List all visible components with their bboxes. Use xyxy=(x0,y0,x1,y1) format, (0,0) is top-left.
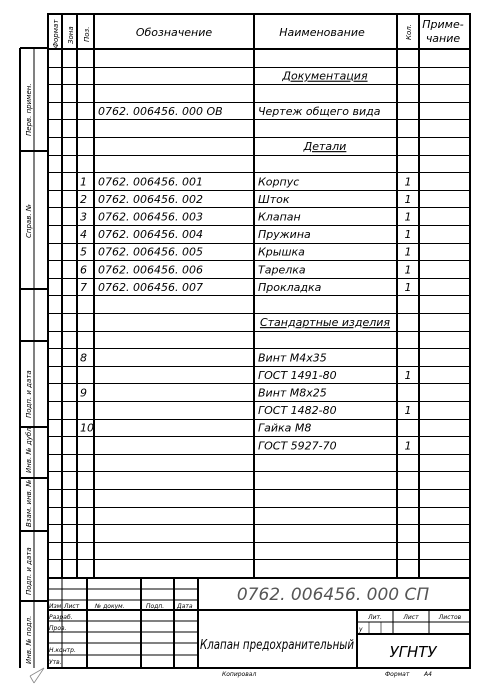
table-row xyxy=(98,105,381,118)
table-row xyxy=(80,228,412,241)
header-format: Формат xyxy=(52,19,60,48)
row-qty: 1 xyxy=(404,245,412,259)
section-heading: Документация xyxy=(282,69,368,83)
row-name: Чертеж общего вида xyxy=(258,104,381,118)
header-pos: Поз. xyxy=(83,26,91,42)
header-note-1: Приме- xyxy=(422,18,464,31)
row-name: ГОСТ 5927-70 xyxy=(258,439,337,453)
header-designation: Обозначение xyxy=(135,26,213,39)
row-designation: 0762. 006456. 001 xyxy=(98,175,203,189)
row-designation: 0762. 006456. 006 xyxy=(98,263,203,277)
side-inv-podl: Инв. № подл. xyxy=(25,615,33,664)
row-name: Корпус xyxy=(258,175,300,189)
row-name: Шток xyxy=(258,192,290,206)
header-name: Наименование xyxy=(279,26,365,39)
table-row xyxy=(80,387,327,400)
row-pos: 5 xyxy=(80,245,87,259)
table-row xyxy=(80,246,412,259)
row-name: Винт М8х25 xyxy=(258,386,327,400)
table-row xyxy=(80,211,412,224)
row-designation: 0762. 006456. 004 xyxy=(98,228,203,242)
table-row xyxy=(80,175,412,188)
row-qty: 1 xyxy=(404,228,412,242)
label-lit: Лит. xyxy=(368,614,382,621)
lit-letter: у xyxy=(359,626,363,633)
label-list: Лист xyxy=(403,614,419,621)
row-designation: 0762. 006456. 003 xyxy=(98,210,203,224)
table-row xyxy=(80,422,311,435)
header-qty: Кол. xyxy=(405,24,413,40)
row-name: ГОСТ 1482-80 xyxy=(258,404,337,418)
row-name: Клапан xyxy=(258,210,301,224)
row-qty: 1 xyxy=(404,263,412,277)
row-pos: 10 xyxy=(80,421,94,435)
row-pos: 2 xyxy=(80,192,87,206)
doc-code: 0762. 006456. 000 СП xyxy=(236,585,430,605)
row-designation: 0762. 006456. 005 xyxy=(98,245,203,259)
row-name: Винт М4х35 xyxy=(258,351,327,365)
table-row xyxy=(80,351,327,364)
row-designation: 0762. 006456. 007 xyxy=(98,280,203,294)
corner-mark-icon xyxy=(30,668,44,683)
role-razrab: Разраб. xyxy=(49,614,73,621)
label-listov: Листов xyxy=(438,614,462,621)
footer-format-label: Формат xyxy=(385,671,410,678)
role-n-kontr: Н.контр. xyxy=(49,647,76,654)
row-pos: 9 xyxy=(80,386,87,400)
row-name: ГОСТ 1491-80 xyxy=(258,368,337,382)
row-qty: 1 xyxy=(404,368,412,382)
section-heading: Стандартные изделия xyxy=(259,316,391,330)
col-n-dokum: № докум. xyxy=(95,603,125,610)
side-podp-data-2: Подп. и дата xyxy=(25,547,33,595)
row-name: Пружина xyxy=(258,228,311,242)
table-row xyxy=(303,140,347,153)
role-utv: Утв. xyxy=(49,659,62,666)
role-prov: Пров. xyxy=(49,625,67,632)
row-pos: 7 xyxy=(80,280,87,294)
organization: УГНТУ xyxy=(389,643,437,661)
footer-format-value: А4 xyxy=(424,671,432,678)
row-qty: 1 xyxy=(404,439,412,453)
table-row xyxy=(258,439,412,452)
col-data: Дата xyxy=(177,603,193,610)
header-note-2: чание xyxy=(425,32,461,45)
row-name: Крышка xyxy=(258,245,305,259)
document-title: Клапан предохранительный xyxy=(200,638,354,653)
row-pos: 8 xyxy=(80,351,87,365)
table-row xyxy=(258,404,412,417)
table-row xyxy=(80,281,412,294)
side-vzam-inv: Взам. инв. № xyxy=(25,479,33,527)
row-qty: 1 xyxy=(404,210,412,224)
row-pos: 6 xyxy=(80,263,87,277)
row-name: Гайка М8 xyxy=(258,421,312,435)
row-name: Тарелка xyxy=(258,263,306,277)
footer-copied: Копировал xyxy=(222,671,257,678)
col-podp: Подп. xyxy=(146,603,165,610)
row-pos: 4 xyxy=(80,228,87,242)
row-pos: 3 xyxy=(80,210,87,224)
row-qty: 1 xyxy=(404,404,412,418)
col-list: Лист xyxy=(64,603,80,610)
section-heading: Детали xyxy=(303,140,347,154)
col-izm: Изм. xyxy=(49,603,64,610)
table-row xyxy=(258,369,412,382)
row-qty: 1 xyxy=(404,192,412,206)
table-row xyxy=(281,70,368,83)
table-row xyxy=(260,316,390,329)
header-zone: Зона xyxy=(67,26,75,44)
side-inv-dubl: Инв. № дубл. xyxy=(25,425,33,473)
row-designation: 0762. 006456. 000 ОВ xyxy=(98,104,223,118)
row-pos: 1 xyxy=(80,175,87,189)
side-podp-data-1: Подп. и дата xyxy=(25,370,33,418)
table-row xyxy=(80,193,412,206)
row-qty: 1 xyxy=(404,280,412,294)
row-qty: 1 xyxy=(404,175,412,189)
side-perv-primen: Перв. примен. xyxy=(25,83,33,136)
row-designation: 0762. 006456. 002 xyxy=(98,192,203,206)
table-row xyxy=(80,263,412,276)
row-name: Прокладка xyxy=(258,280,322,294)
side-sprav: Справ. № xyxy=(25,203,33,238)
